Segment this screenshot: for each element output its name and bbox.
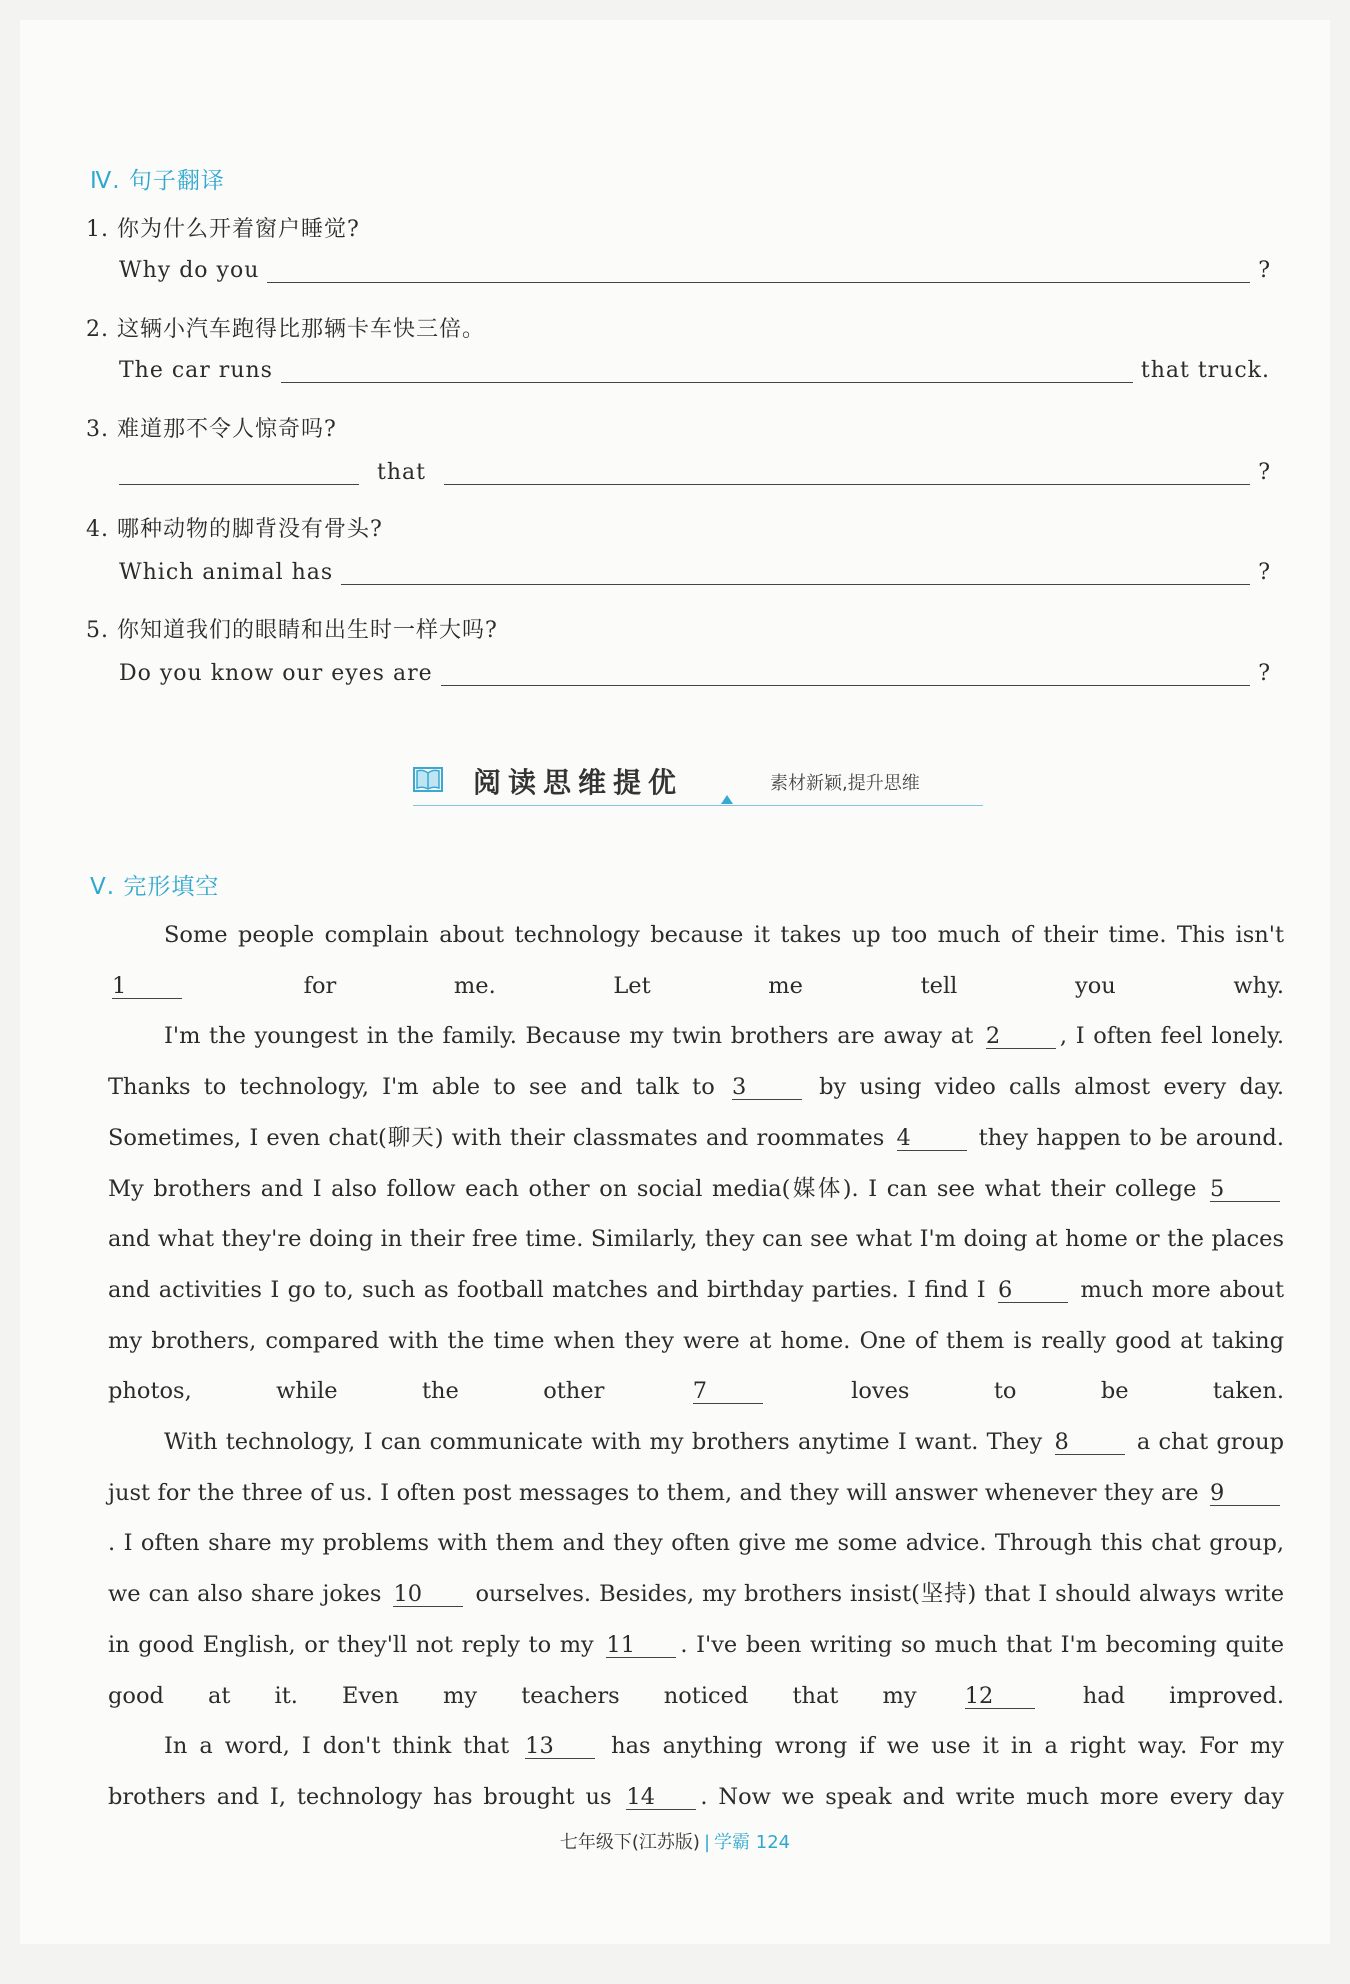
footer-brand: 学霸 [714,1832,751,1853]
paragraph-2 [108,1011,1284,1417]
section-4-heading: Ⅳ. 句子翻译 [90,168,225,194]
answer-line-2[interactable] [281,360,1133,383]
blank-3[interactable]: 3 [732,1075,802,1100]
cloze-passage [108,910,1284,1823]
passage-text: has anything wrong if we use it in a right way. For my brothers and I, technology has brought us [108,1733,1284,1810]
workbook-page [20,20,1330,1944]
answer-tail-5: ? [1258,661,1270,686]
passage-text: . I've been writing so much that I'm becoming quite good at it. Even my teachers noticed that my [108,1631,1285,1709]
answer-line-3b[interactable] [444,462,1250,485]
paragraph-1 [108,910,1284,1011]
question-5: 5. 你知道我们的眼睛和出生时一样大吗? [86,618,498,643]
blank-9[interactable]: 9 [1210,1481,1280,1506]
answer-line-4[interactable] [341,562,1250,585]
question-1: 1. 你为什么开着窗户睡觉? [86,217,360,242]
answer-lead-5: Do you know our eyes are [119,661,433,686]
page-footer [20,1828,1330,1854]
footer-separator: | [703,1832,711,1853]
answer-line-5[interactable] [441,663,1251,686]
section-5-heading: Ⅴ. 完形填空 [90,874,220,900]
passage-text: I'm the youngest in the family. Because my twin brothers are away at [164,1023,974,1050]
passage-text: for me. Let me tell you why. [303,972,1285,999]
question-4: 4. 哪种动物的脚背没有骨头? [86,517,383,542]
answer-tail-2: that truck. [1140,358,1270,383]
passage-text: ourselves. Besides, my brothers insist(坚持) that I should always write in good English, or they'll not reply to my [108,1581,1285,1658]
passage-text: , I often feel lonely. Thanks to technology, I'm able to see and talk to [108,1023,1285,1101]
banner-title: 阅读思维提优 [473,766,684,799]
answer-line-1[interactable] [267,260,1250,283]
triangle-marker-icon [721,795,733,804]
blank-11[interactable]: 11 [606,1633,676,1658]
passage-text: loves to be taken. [851,1378,1284,1405]
passage-text: and what they're doing in their free time. Similarly, they can see what I'm doing at home or the places and activities I go to, such as football matches and birthday parties. I find I [108,1226,1284,1303]
passage-text: Some people complain about technology because it takes up too much of their time. This isn't [164,922,1284,948]
question-2: 2. 这辆小汽车跑得比那辆卡车快三倍。 [86,317,485,342]
page-number: 124 [755,1832,791,1853]
blank-10[interactable]: 10 [393,1582,463,1607]
paragraph-3 [108,1417,1284,1721]
answer-row-2 [119,358,1270,383]
passage-text: . Now we speak and write much more every day [700,1783,1284,1810]
answer-row-5 [119,661,1270,686]
passage-text: a chat group just for the three of us. I often post messages to them, and they will answer whenever they are [108,1429,1285,1506]
answer-tail-4: ? [1258,560,1270,585]
answer-lead-1: Why do you [119,258,260,283]
paragraph-4 [108,1721,1284,1822]
passage-text: much more about my brothers, compared with the time when they were at home. One of them is really good at taking photos, while the other [108,1276,1285,1405]
blank-14[interactable]: 14 [626,1785,696,1810]
blank-6[interactable]: 6 [998,1278,1068,1303]
blank-4[interactable]: 4 [897,1126,967,1151]
footer-grade: 七年级下(江苏版) [559,1832,700,1853]
blank-13[interactable]: 13 [525,1734,595,1759]
banner-subtitle: 素材新颖,提升思维 [770,773,920,794]
answer-mid-3: that [377,460,426,485]
passage-text: they happen to be around. My brothers and I also follow each other on social media(媒体). I can see what their college [108,1124,1284,1202]
passage-text: by using video calls almost every day. Sometimes, I even chat(聊天) with their classmates and roommates [108,1074,1285,1151]
blank-8[interactable]: 8 [1055,1430,1125,1455]
passage-text: had improved. [1082,1682,1285,1709]
passage-text: With technology, I can communicate with my brothers anytime I want. They [164,1429,1043,1456]
answer-lead-4: Which animal has [119,560,334,585]
answer-row-3 [119,460,1270,485]
answer-line-3a[interactable] [119,462,359,485]
answer-row-1 [119,258,1270,283]
passage-text: . I often share my problems with them and they often give me some advice. Through this chat group, we can also share jokes [108,1530,1284,1608]
answer-tail-3: ? [1258,460,1270,485]
open-book-icon [413,765,443,793]
reading-banner [413,761,983,806]
blank-7[interactable]: 7 [693,1379,763,1404]
blank-1[interactable]: 1 [112,974,182,999]
blank-12[interactable]: 12 [965,1684,1035,1709]
blank-2[interactable]: 2 [986,1024,1056,1049]
blank-5[interactable]: 5 [1210,1177,1280,1202]
question-3: 3. 难道那不令人惊奇吗? [86,417,337,442]
passage-text: In a word, I don't think that [164,1733,510,1760]
answer-lead-2: The car runs [119,358,273,383]
answer-row-4 [119,560,1270,585]
answer-tail-1: ? [1258,258,1270,283]
